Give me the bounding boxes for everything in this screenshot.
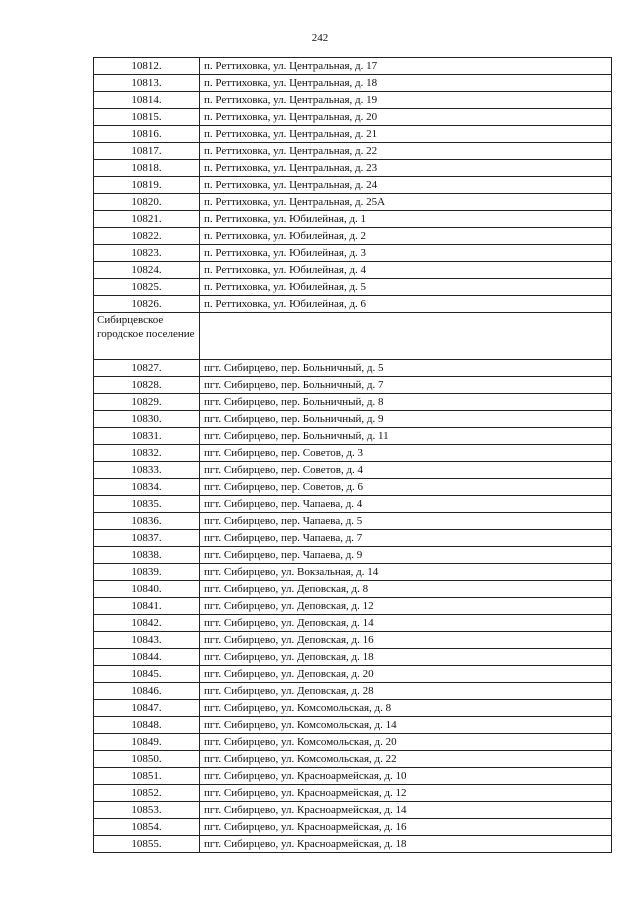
- table-row: [94, 819, 612, 836]
- record-address: п. Реттиховка, ул. Юбилейная, д. 1: [200, 211, 612, 228]
- table-row: [94, 513, 612, 530]
- record-address: пгт. Сибирцево, ул. Деповская, д. 16: [200, 632, 612, 649]
- record-address: пгт. Сибирцево, ул. Красноармейская, д. 10: [200, 768, 612, 785]
- record-address: п. Реттиховка, ул. Центральная, д. 22: [200, 143, 612, 160]
- record-number: 10852.: [94, 785, 200, 802]
- table-row: [94, 126, 612, 143]
- table-row: [94, 802, 612, 819]
- record-number: 10830.: [94, 411, 200, 428]
- record-number: 10812.: [94, 58, 200, 75]
- table-row: [94, 734, 612, 751]
- record-address: пгт. Сибирцево, ул. Комсомольская, д. 14: [200, 717, 612, 734]
- record-number: 10841.: [94, 598, 200, 615]
- record-address: п. Реттиховка, ул. Юбилейная, д. 3: [200, 245, 612, 262]
- record-address: п. Реттиховка, ул. Центральная, д. 17: [200, 58, 612, 75]
- record-number: 10851.: [94, 768, 200, 785]
- table-row: [94, 245, 612, 262]
- record-number: 10815.: [94, 109, 200, 126]
- table-row: [94, 75, 612, 92]
- record-address: пгт. Сибирцево, пер. Советов, д. 3: [200, 445, 612, 462]
- record-address: пгт. Сибирцево, ул. Красноармейская, д. 12: [200, 785, 612, 802]
- record-address: пгт. Сибирцево, пер. Больничный, д. 11: [200, 428, 612, 445]
- record-number: 10817.: [94, 143, 200, 160]
- table-row: [94, 58, 612, 75]
- record-number: 10821.: [94, 211, 200, 228]
- table-row: [94, 360, 612, 377]
- address-table-body: [94, 58, 612, 853]
- record-number: 10840.: [94, 581, 200, 598]
- table-row: [94, 683, 612, 700]
- table-row: [94, 598, 612, 615]
- record-number: 10839.: [94, 564, 200, 581]
- record-address: п. Реттиховка, ул. Юбилейная, д. 6: [200, 296, 612, 313]
- record-address: пгт. Сибирцево, ул. Комсомольская, д. 22: [200, 751, 612, 768]
- table-row: [94, 411, 612, 428]
- record-number: 10827.: [94, 360, 200, 377]
- table-row: [94, 211, 612, 228]
- table-row: [94, 394, 612, 411]
- record-address: пгт. Сибирцево, ул. Вокзальная, д. 14: [200, 564, 612, 581]
- record-number: 10853.: [94, 802, 200, 819]
- record-number: 10820.: [94, 194, 200, 211]
- record-number: 10849.: [94, 734, 200, 751]
- record-address: п. Реттиховка, ул. Центральная, д. 24: [200, 177, 612, 194]
- table-row: [94, 717, 612, 734]
- record-address: п. Реттиховка, ул. Центральная, д. 21: [200, 126, 612, 143]
- record-number: 10832.: [94, 445, 200, 462]
- table-row: [94, 479, 612, 496]
- table-row: [94, 564, 612, 581]
- table-row: [94, 547, 612, 564]
- record-address: пгт. Сибирцево, ул. Красноармейская, д. 14: [200, 802, 612, 819]
- record-number: 10850.: [94, 751, 200, 768]
- record-number: 10843.: [94, 632, 200, 649]
- table-row: [94, 632, 612, 649]
- table-row: [94, 194, 612, 211]
- record-number: 10824.: [94, 262, 200, 279]
- record-address: пгт. Сибирцево, пер. Больничный, д. 5: [200, 360, 612, 377]
- record-number: 10834.: [94, 479, 200, 496]
- record-number: 10823.: [94, 245, 200, 262]
- table-row: [94, 377, 612, 394]
- table-row: [94, 666, 612, 683]
- record-number: 10847.: [94, 700, 200, 717]
- table-row: [94, 530, 612, 547]
- table-row: [94, 462, 612, 479]
- table-row: [94, 428, 612, 445]
- table-row: [94, 768, 612, 785]
- table-row: [94, 177, 612, 194]
- record-number: 10814.: [94, 92, 200, 109]
- record-address: пгт. Сибирцево, пер. Больничный, д. 7: [200, 377, 612, 394]
- record-number: 10848.: [94, 717, 200, 734]
- record-number: 10842.: [94, 615, 200, 632]
- table-row: [94, 160, 612, 177]
- record-address: пгт. Сибирцево, пер. Чапаева, д. 4: [200, 496, 612, 513]
- table-row: [94, 615, 612, 632]
- table-row: [94, 92, 612, 109]
- record-number: 10845.: [94, 666, 200, 683]
- record-address: п. Реттиховка, ул. Центральная, д. 23: [200, 160, 612, 177]
- record-number: 10836.: [94, 513, 200, 530]
- record-address: п. Реттиховка, ул. Юбилейная, д. 5: [200, 279, 612, 296]
- record-address: п. Реттиховка, ул. Центральная, д. 20: [200, 109, 612, 126]
- record-number: 10831.: [94, 428, 200, 445]
- record-address: пгт. Сибирцево, пер. Больничный, д. 9: [200, 411, 612, 428]
- record-address: пгт. Сибирцево, ул. Деповская, д. 12: [200, 598, 612, 615]
- record-address: п. Реттиховка, ул. Юбилейная, д. 4: [200, 262, 612, 279]
- section-title: Сибирцевское городское поселение: [94, 313, 200, 360]
- record-number: 10826.: [94, 296, 200, 313]
- record-address: пгт. Сибирцево, ул. Деповская, д. 18: [200, 649, 612, 666]
- table-row: [94, 143, 612, 160]
- table-row: [94, 279, 612, 296]
- record-number: 10828.: [94, 377, 200, 394]
- record-address: пгт. Сибирцево, ул. Красноармейская, д. 18: [200, 836, 612, 853]
- record-number: 10854.: [94, 819, 200, 836]
- record-address: пгт. Сибирцево, ул. Красноармейская, д. 16: [200, 819, 612, 836]
- table-row: [94, 445, 612, 462]
- table-row: [94, 228, 612, 245]
- record-address: пгт. Сибирцево, пер. Чапаева, д. 5: [200, 513, 612, 530]
- section-empty-cell: [200, 313, 612, 360]
- record-address: п. Реттиховка, ул. Центральная, д. 25А: [200, 194, 612, 211]
- record-number: 10833.: [94, 462, 200, 479]
- table-row: [94, 262, 612, 279]
- record-address: пгт. Сибирцево, ул. Деповская, д. 14: [200, 615, 612, 632]
- record-address: пгт. Сибирцево, ул. Деповская, д. 28: [200, 683, 612, 700]
- record-number: 10822.: [94, 228, 200, 245]
- table-row: [94, 836, 612, 853]
- record-number: 10829.: [94, 394, 200, 411]
- section-row: [94, 313, 612, 360]
- record-number: 10813.: [94, 75, 200, 92]
- record-number: 10855.: [94, 836, 200, 853]
- table-row: [94, 581, 612, 598]
- record-number: 10844.: [94, 649, 200, 666]
- record-address: п. Реттиховка, ул. Юбилейная, д. 2: [200, 228, 612, 245]
- table-row: [94, 109, 612, 126]
- record-address: пгт. Сибирцево, пер. Советов, д. 4: [200, 462, 612, 479]
- record-number: 10818.: [94, 160, 200, 177]
- address-table: [93, 57, 612, 853]
- record-address: пгт. Сибирцево, ул. Комсомольская, д. 20: [200, 734, 612, 751]
- table-row: [94, 751, 612, 768]
- table-row: [94, 785, 612, 802]
- record-number: 10816.: [94, 126, 200, 143]
- record-address: п. Реттиховка, ул. Центральная, д. 18: [200, 75, 612, 92]
- record-address: пгт. Сибирцево, пер. Советов, д. 6: [200, 479, 612, 496]
- table-row: [94, 649, 612, 666]
- record-number: 10837.: [94, 530, 200, 547]
- table-row: [94, 496, 612, 513]
- record-number: 10825.: [94, 279, 200, 296]
- page-number: 242: [311, 32, 329, 44]
- record-address: пгт. Сибирцево, ул. Деповская, д. 20: [200, 666, 612, 683]
- record-number: 10846.: [94, 683, 200, 700]
- record-address: пгт. Сибирцево, ул. Деповская, д. 8: [200, 581, 612, 598]
- record-number: 10835.: [94, 496, 200, 513]
- table-row: [94, 296, 612, 313]
- table-row: [94, 700, 612, 717]
- record-address: п. Реттиховка, ул. Центральная, д. 19: [200, 92, 612, 109]
- record-address: пгт. Сибирцево, пер. Чапаева, д. 9: [200, 547, 612, 564]
- record-address: пгт. Сибирцево, пер. Чапаева, д. 7: [200, 530, 612, 547]
- record-number: 10819.: [94, 177, 200, 194]
- record-address: пгт. Сибирцево, ул. Комсомольская, д. 8: [200, 700, 612, 717]
- record-address: пгт. Сибирцево, пер. Больничный, д. 8: [200, 394, 612, 411]
- record-number: 10838.: [94, 547, 200, 564]
